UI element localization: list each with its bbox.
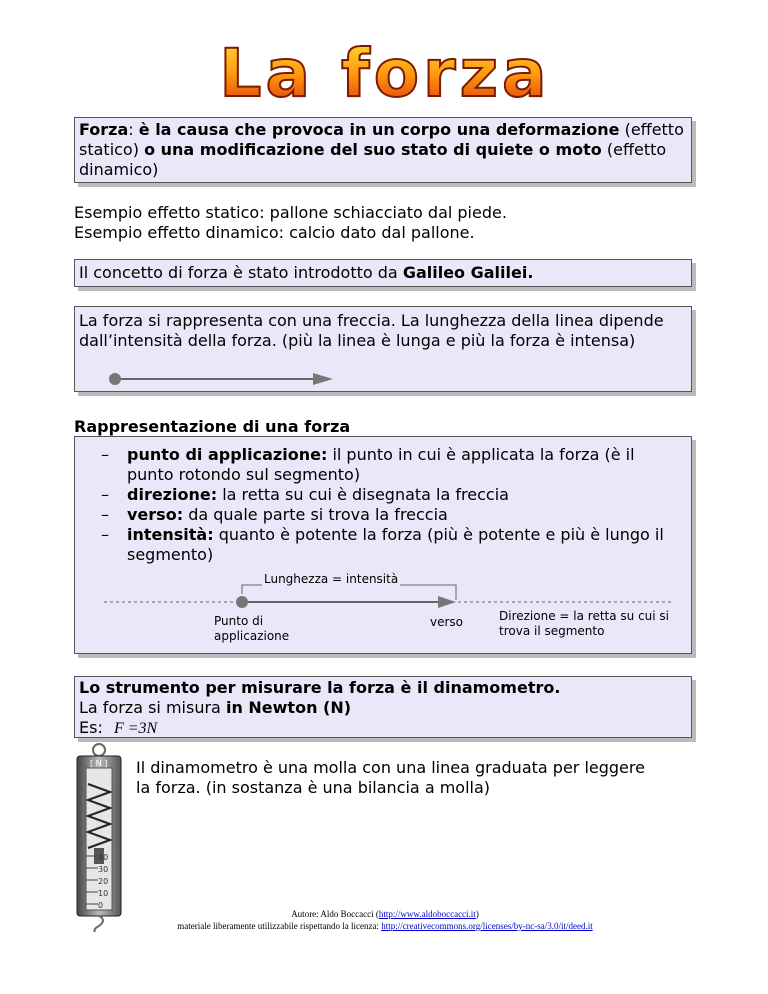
dynamometer-scale: 40 30 20 10 0 bbox=[98, 853, 109, 910]
representation-list bbox=[95, 445, 685, 565]
measure-line2-prefix: La forza si misura bbox=[79, 698, 221, 717]
example-static: Esempio effetto statico: pallone schiacciato dal piede. bbox=[74, 203, 507, 222]
definition-part3: o una modificazione del suo stato di quiete o moto bbox=[144, 140, 602, 159]
dynamometer-illustration bbox=[68, 742, 132, 932]
definition-part2: (effetto statico) bbox=[79, 120, 684, 159]
example-prefix: Es: bbox=[79, 718, 103, 737]
license-link[interactable]: http://creativecommons.org/licenses/by-nc-sa/3.0/it/deed.it bbox=[381, 921, 593, 931]
footer bbox=[130, 908, 640, 932]
examples bbox=[74, 203, 714, 243]
example-dynamic: Esempio effetto dinamico: calcio dato dal pallone. bbox=[74, 223, 475, 242]
page-title bbox=[190, 38, 580, 108]
definition-box bbox=[74, 117, 692, 183]
footer-author-prefix: Autore: Aldo Boccacci ( bbox=[291, 909, 379, 919]
direction-label: Direzione = la retta su cui si trova il segmento bbox=[499, 609, 670, 638]
verso-arrowhead bbox=[438, 596, 456, 608]
arrow-box-text: La forza si rappresenta con una freccia. La lunghezza della linea dipende dall’intensità della forza. (più la linea è lunga e più la forza è intensa) bbox=[79, 311, 664, 350]
list-item: – intensità: quanto è potente la forza (più è potente e più è lungo il segmento) bbox=[95, 525, 685, 565]
title-text: La forza bbox=[219, 38, 551, 108]
definition-colon: : bbox=[128, 120, 134, 139]
measure-box bbox=[74, 676, 692, 738]
arrow-point bbox=[109, 373, 121, 385]
length-label: Lunghezza = intensità bbox=[264, 572, 399, 586]
footer-author-suffix: ) bbox=[475, 909, 479, 919]
definition-part1: è la causa che provoca in un corpo una deformazione bbox=[138, 120, 620, 139]
list-item: – verso: da quale parte si trova la freccia bbox=[95, 505, 685, 525]
galileo-text: Il concetto di forza è stato introdotto da bbox=[79, 263, 398, 282]
footer-license-prefix: materiale liberamente utilizzabile rispettando la licenza: bbox=[177, 921, 379, 931]
example-formula: F =3N bbox=[113, 720, 158, 737]
dynamometer-text: Il dinamometro è una molla con una linea graduata per leggere la forza. (in sostanza è una bilancia a molla) bbox=[136, 758, 645, 797]
dynamometer-unit: [ N ] bbox=[90, 759, 108, 768]
application-point bbox=[236, 596, 248, 608]
definition-term: Forza bbox=[79, 120, 129, 139]
list-item: – punto di applicazione: il punto in cui è applicata la forza (è il punto rotondo sul segmento) bbox=[95, 445, 685, 485]
galileo-name: Galileo Galilei. bbox=[402, 263, 534, 282]
representation-heading: Rappresentazione di una forza bbox=[74, 417, 351, 436]
length-bracket bbox=[242, 585, 456, 600]
galileo-box bbox=[74, 259, 692, 287]
arrow-head bbox=[313, 373, 333, 385]
verso-label: verso bbox=[430, 615, 464, 629]
arrow-illustration bbox=[105, 370, 345, 390]
measure-line1: Lo strumento per misurare la forza è il dinamometro. bbox=[79, 678, 561, 697]
list-item: – direzione: la retta su cui è disegnata la freccia bbox=[95, 485, 685, 505]
measure-line2-bold: in Newton (N) bbox=[225, 698, 352, 717]
point-label: Punto di applicazione bbox=[214, 614, 290, 643]
author-link[interactable]: http://www.aldoboccacci.it bbox=[378, 909, 476, 919]
definition-part4: (effetto dinamico) bbox=[79, 140, 667, 179]
